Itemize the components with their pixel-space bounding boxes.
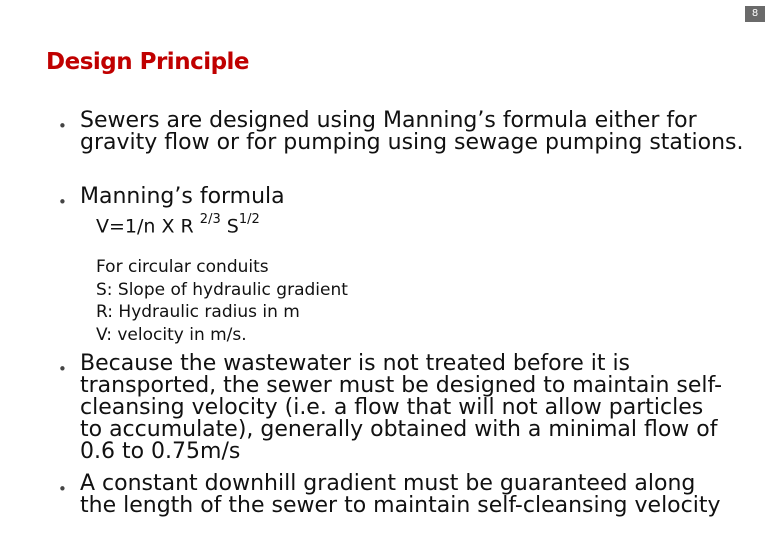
page-number: 8 (745, 6, 765, 22)
formula-definitions (96, 256, 348, 346)
definition-line: R: Hydraulic radius in m (96, 302, 300, 322)
bullet-3-text: Because the wastewater is not treated before it is transported, the sewer must be designed to maintain self-cleansing velocity (i.e. a flow that will not allow particles to accumulate), generally obtained with a minimal flow of 0.6 to 0.75m/s (80, 351, 723, 464)
mannings-formula (96, 214, 260, 237)
bullet-2-text: Manning’s formula (80, 184, 285, 209)
formula-s-exponent: 1/2 (238, 212, 260, 227)
definition-line: V: velocity in m/s. (96, 324, 247, 345)
formula-main: V=1/n X R (96, 215, 194, 238)
bullet-3 (58, 353, 728, 463)
bullet-dot: • (58, 480, 67, 498)
bullet-1-text: Sewers are designed using Manning’s formula either for gravity flow or for pumping using sewage pumping stations. (80, 108, 744, 155)
formula-r-exponent: 2/3 (199, 212, 221, 227)
bullet-dot: • (58, 360, 67, 378)
bullet-dot: • (58, 117, 67, 135)
formula-s: S (226, 215, 239, 238)
bullet-4-text: A constant downhill gradient must be guaranteed along the length of the sewer to maintain self-cleansing velocity (80, 471, 721, 518)
bullet-1 (58, 110, 758, 154)
definition-line: S: Slope of hydraulic gradient (96, 279, 348, 300)
bullet-2 (58, 184, 758, 211)
slide-title: Design Principle (46, 49, 250, 75)
bullet-4 (58, 473, 728, 517)
bullet-dot: • (58, 193, 67, 211)
definition-line: For circular conduits (96, 257, 269, 277)
